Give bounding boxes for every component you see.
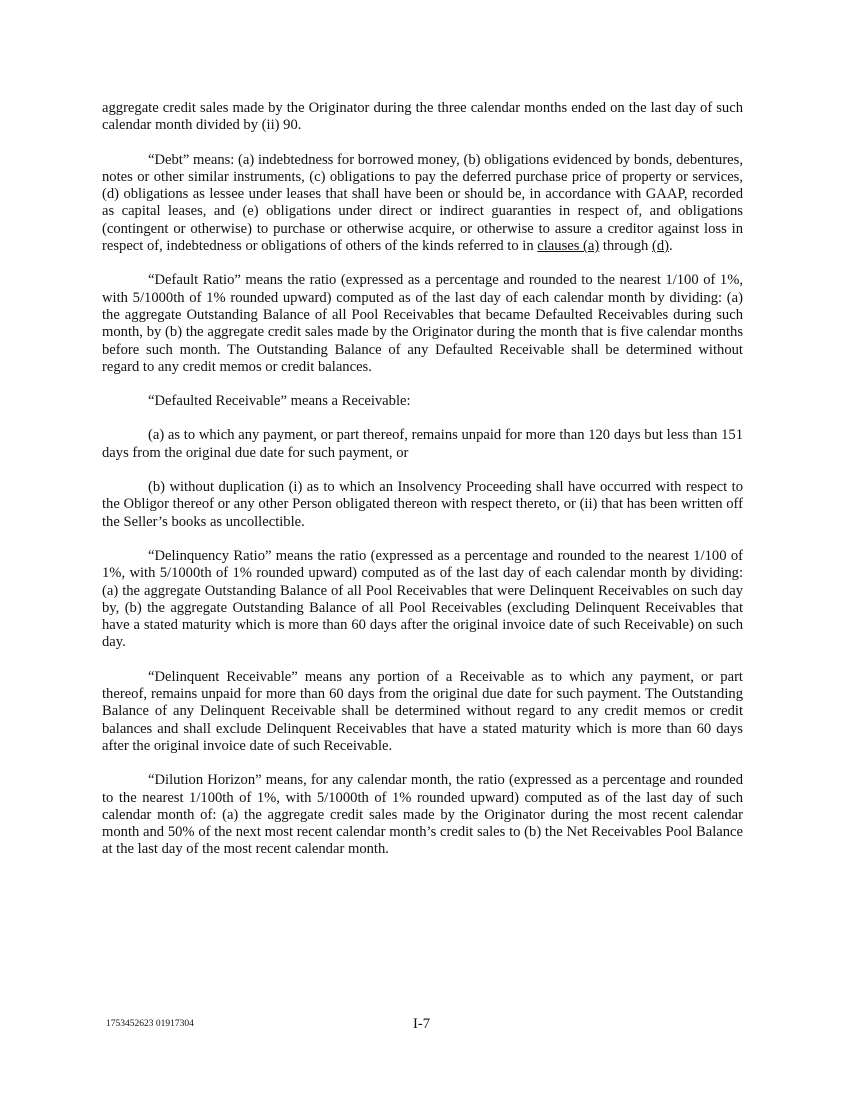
footer-page-number: I-7 — [413, 1016, 431, 1032]
clause-d-reference: (d) — [651, 238, 669, 255]
footer-document-id: 1753452623 01917304 — [106, 1019, 194, 1029]
debt-definition-text: “Debt” means: (a) indebtedness for borrowed money, (b) obligations evidenced by bonds, debentures, notes or other similar instruments, (c) obligations to pay the deferred purchase price of property or services, (d) obligations as lessee under leases that shall have been or should be, in accordance with GAAP, recorded as capital leases, and (e) obligations under direct or indirect guaranties in respect of, and obligations (contingent or otherwise) to purchase or otherwise acquire, or otherwise to assure a creditor against loss in respect of, indebtedness or obligations of others of the kinds referred to in — [102, 151, 743, 255]
defaulted-receivable-clause-b: (b) without duplication (i) as to which an Insolvency Proceeding shall have occurred with respect to the Obligor thereof or any other Person obligated thereon with respect thereto, or (ii) that has been written off the Seller’s books as uncollectible. — [102, 479, 743, 530]
continued-paragraph: aggregate credit sales made by the Originator during the three calendar months ended on the last day of such calendar month divided by (ii) 90. — [102, 100, 743, 134]
document-body — [102, 100, 743, 876]
defaulted-receivable-definition: “Defaulted Receivable” means a Receivable: — [148, 393, 411, 410]
default-ratio-definition: “Default Ratio” means the ratio (expressed as a percentage and rounded to the nearest 1/100 of 1%, with 5/1000th of 1% rounded upward) computed as of the last day of each calendar month by dividing: (a) the aggregate Outstanding Balance of all Pool Receivables that became Defaulted Receivables during such month, by (b) the aggregate credit sales made by the Originator during the month that is five calendar months before such month. The Outstanding Balance of any Defaulted Receivable shall be determined without regard to any credit memos or credit balances. — [102, 272, 743, 375]
defaulted-receivable-clause-a: (a) as to which any payment, or part thereof, remains unpaid for more than 120 days but less than 151 days from the original due date for such payment, or — [102, 427, 743, 461]
delinquent-receivable-definition: “Delinquent Receivable” means any portion of a Receivable as to which any payment, or part thereof, remains unpaid for more than 60 days from the original due date for such payment. The Outstanding Balance of any Delinquent Receivable shall be determined without regard to any credit memos or credit balances and shall exclude Delinquent Receivables that have a stated maturity which is more than 60 days after the original invoice date of such Receivable. — [102, 668, 743, 754]
delinquency-ratio-definition: “Delinquency Ratio” means the ratio (expressed as a percentage and rounded to the nearest 1/100 of 1%, with 5/1000th of 1% rounded upward) computed as of the last day of each calendar month by dividing: (a) the aggregate Outstanding Balance of all Pool Receivables that were Delinquent Receivables on such day by, (b) the aggregate Outstanding Balance of all Pool Receivables (excluding Delinquent Receivables that have a stated maturity which is more than 60 days after the original invoice date of such Receivable) on such day. — [102, 547, 743, 651]
dilution-horizon-definition: “Dilution Horizon” means, for any calendar month, the ratio (expressed as a percentage and rounded to the nearest 1/100th of 1%, with 5/1000th of 1% rounded upward) computed as of the last day of such calendar month of: (a) the aggregate credit sales made by the Originator during the most recent calendar month and 50% of the next most recent calendar month’s credit sales to (b) the Net Receivables Pool Balance at the last day of the most recent calendar month. — [102, 772, 743, 858]
debt-definition-through: through — [599, 238, 652, 255]
debt-definition — [102, 152, 743, 256]
debt-definition-end: . — [669, 238, 673, 255]
clause-a-reference: clauses (a) — [537, 238, 600, 255]
